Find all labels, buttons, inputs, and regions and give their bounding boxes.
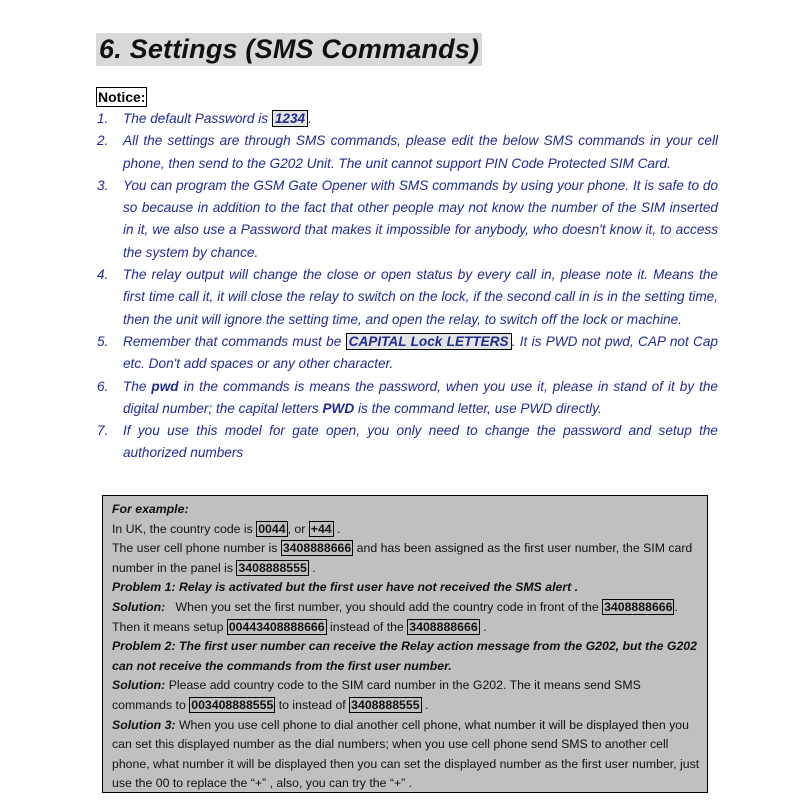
list-item — [96, 175, 718, 264]
problem-2: Problem 2: The first user number can receive the Relay action message from the G202, but the G202 can not receive the commands from the first user number. — [112, 639, 697, 673]
item-text: is the command letter, use PWD directly. — [354, 400, 602, 416]
text: , or — [287, 521, 309, 536]
notice-label: Notice: — [98, 89, 146, 105]
user-number-line — [112, 539, 701, 578]
item-text: All the settings are through SMS commands, please edit the below SMS commands in your cell phone, then send to the G202 Unit. The unit cannot support PIN Code Protected SIM Card. — [123, 133, 718, 171]
item-text: If you use this model for gate open, you only need to change the password and setup the authorized numbers — [123, 423, 718, 461]
item-text: Remember that commands must be — [123, 333, 346, 349]
list-item — [96, 376, 718, 421]
country-code-plus44: +44 — [310, 521, 332, 536]
solution-2 — [112, 676, 701, 715]
item-number: 2. — [97, 133, 109, 149]
notice-list — [96, 108, 718, 465]
full-user-number: 00443408888666 — [228, 619, 325, 634]
example-title: For example: — [112, 502, 189, 516]
item-number: 1. — [97, 111, 109, 126]
text: When you use cell phone to dial another cell phone, what number it will be displayed then you can set this displayed number as the dial numbers; when you use cell phone send SMS to another cell phone, what number it will be displayed then you can set the displayed number as the first user number, just use the 00 to replace the “+” , also, you can try the “+” . — [112, 717, 700, 791]
default-password: 1234 — [272, 110, 308, 127]
solution-3 — [112, 716, 701, 794]
full-panel-number: 003408888555 — [191, 697, 274, 712]
user-number: 3408888666 — [282, 541, 352, 556]
country-code-0044: 0044 — [258, 521, 286, 536]
item-text: . It is PWD not pwd, CAP not Cap etc. Don't add spaces or any other character. — [123, 333, 718, 372]
text: In UK, the country code is — [112, 521, 257, 536]
problem-1: Problem 1: Relay is activated but the first user have not received the SMS alert . — [112, 580, 579, 595]
example-box — [102, 495, 708, 793]
item-text: in the commands is means the password, when you use it, please in stand of it by the digital number; the capital letters — [123, 378, 718, 416]
list-item — [96, 130, 718, 175]
item-text: The — [123, 378, 152, 394]
item-text: The relay output will change the close or open status by every call in, please note it. Means the first time call it, it will close the relay to switch on the lock, if the second call in is in the setting time, then the unit will ignore the setting time, and open the relay, to switch off the lock or machine. — [123, 267, 718, 327]
item-text: You can program the GSM Gate Opener with SMS commands by using your phone. It is safe to do so because in addition to the fact that other people may not know the number of the SIM inserted in it, we also use a Password that makes it impossible for anybody, who doesn't know it, to access the system by chance. — [123, 177, 718, 260]
text: . — [333, 521, 341, 536]
country-code-line — [112, 520, 701, 540]
list-item — [96, 108, 718, 130]
list-item — [96, 264, 718, 331]
text: The user cell phone number is — [112, 541, 281, 556]
text: . — [421, 697, 429, 712]
text: instead of the — [326, 619, 408, 634]
panel-number: 3408888555 — [351, 697, 420, 712]
item-number: 5. — [97, 333, 109, 349]
text: to instead of — [275, 697, 350, 712]
panel-number: 3408888555 — [238, 560, 307, 575]
solution-label: Solution: — [112, 599, 166, 614]
capital-letters-note: CAPITAL Lock LETTERS — [346, 333, 512, 350]
text: . — [479, 619, 487, 634]
text: When you set the first number, you should add the country code in front of the — [165, 599, 603, 614]
pwd-upper: PWD — [322, 400, 355, 416]
text: . Then it means setup — [112, 599, 678, 634]
user-number: 3408888666 — [409, 619, 478, 634]
item-text: The default Password is — [123, 111, 272, 126]
solution-label: Solution 3: — [112, 717, 176, 732]
list-item — [96, 331, 718, 376]
user-number: 3408888666 — [604, 599, 673, 614]
item-number: 3. — [97, 177, 109, 193]
text: . — [308, 560, 316, 575]
list-item — [96, 420, 718, 465]
text: and has been assigned as the first user number, the SIM card number in the panel is — [112, 541, 693, 575]
solution-1 — [112, 598, 701, 637]
item-text: . — [308, 111, 312, 126]
item-number: 7. — [97, 423, 109, 439]
page-title: 6. Settings (SMS Commands) — [96, 33, 482, 66]
item-number: 6. — [97, 378, 109, 394]
pwd-lower: pwd — [151, 378, 179, 394]
text: Please add country code to the SIM card number in the G202. The it means send SMS commands to — [112, 678, 641, 712]
item-number: 4. — [97, 267, 109, 283]
solution-label: Solution: — [112, 678, 166, 693]
